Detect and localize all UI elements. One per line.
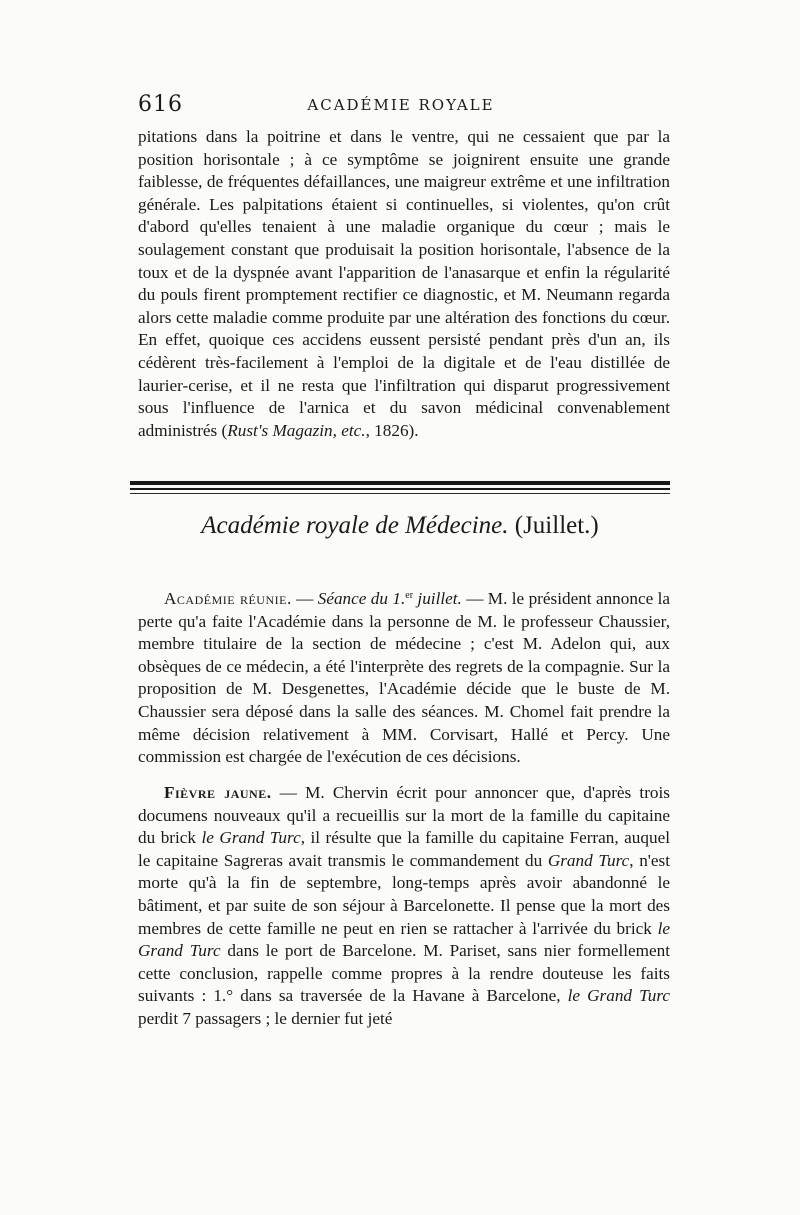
paragraph-text: perdit 7 passagers ; le dernier fut jeté xyxy=(138,1008,393,1028)
ship-name: le Grand Turc xyxy=(567,986,671,1006)
section-heading-month: (Juillet.) xyxy=(508,512,599,539)
page-number: 616 xyxy=(138,92,183,117)
section-heading xyxy=(130,512,670,540)
ship-name: le Grand Turc xyxy=(138,918,670,961)
source-citation: Rust's Magazin, etc. xyxy=(227,420,366,440)
paragraph-seance xyxy=(138,588,670,769)
paragraph-text: — M. le président annonce la perte qu'a faite l'Académie dans la personne de M. le professeur Chaussier, membre titulaire de la section de médecine ; c'est M. Adelon qui, aux obsèques de ce médecin, a été l'interprète des regrets de la compagnie. Sur la proposition de M. Desgenettes, l'Académie décide que le buste de M. Chaussier sera déposé dans la salle des séances. M. Chomel fait prendre la même décision relativement à MM. Corvisart, Hallé et Percy. Une commission est chargée de l'exécution de ces décisions. xyxy=(138,589,671,767)
paragraph-text: , n'est morte qu'à la fin de septembre, long-temps après avoir abandonné le bâtiment, et par suite de son séjour à Barcelonette. Il pense que la mort des membres de cette famille ne peut en rien se rattacher à l'arrivée du brick xyxy=(138,850,670,938)
paragraph-text: dans le port de Barcelone. M. Pariset, sans nier formellement cette conclusion, rappelle comme propres à la rendre douteuse les faits suivants : 1.° dans sa traversée de la Havane à Barcelone, xyxy=(138,941,670,1006)
seance-date: Séance du 1. xyxy=(317,589,406,608)
divider-rule-hair xyxy=(130,493,670,494)
seance-month: juillet. xyxy=(413,589,462,608)
paragraph-fievre-jaune xyxy=(138,782,670,1031)
paragraph-text: pitations dans la poitrine et dans le ventre, qui ne cessaient que par la position horisontale ; à ce symptôme se joignirent ensuite une grande faiblesse, de fréquentes défaillances, une maigreur extrême et une infiltration générale. Les palpitations étaient si continuelles, si violentes, qu'on crût d'abord qu'elles tenaient à une maladie organique du cœur ; mais le soulagement constant que produisait la position horisontale, l'absence de la toux et de la dyspnée avant l'apparition de l'anasarque et enfin la régularité du pouls firent promptement rectifier ce diagnostic, et M. Neumann regarda alors cette maladie comme produite par une altération des fonctions du cœur. En effet, quoique ces accidens eussent persisté pendant près d'un an, ils cédèrent très-facilement à l'emploi de la digitale et de l'eau distillée de laurier-cerise, et il ne resta que l'infiltration qui disparut progressivement sous l'influence de l'arnica et du savon médicinal convenablement administrés ( xyxy=(138,127,670,440)
paragraph-lead: Académie réunie. xyxy=(164,589,292,608)
paragraph-case-report xyxy=(138,126,670,442)
ordinal-suffix: er xyxy=(405,590,414,601)
ship-name: Grand Turc xyxy=(547,850,630,870)
ship-name: le Grand Turc xyxy=(201,828,301,848)
running-head: ACADÉMIE ROYALE xyxy=(307,96,495,114)
source-year: , 1826). xyxy=(365,420,419,440)
section-divider xyxy=(130,481,670,494)
divider-rule-thin xyxy=(130,488,670,490)
paragraph-text: , il résulte que la famille du capitaine Ferran, auquel le capitaine Sagreras avait transmis le commandement du xyxy=(138,828,670,870)
paragraph-lead: Fièvre jaune. xyxy=(164,783,272,802)
paragraph-text: — M. Chervin écrit pour annoncer que, d'après trois documens nouveaux qu'il a recueillis sur la mort de la famille du capitaine du brick xyxy=(138,783,670,848)
dash: — xyxy=(291,589,318,608)
page-header xyxy=(134,92,668,122)
section-heading-title: Académie royale de Médecine. xyxy=(201,512,509,539)
divider-rule-thick xyxy=(130,481,670,485)
